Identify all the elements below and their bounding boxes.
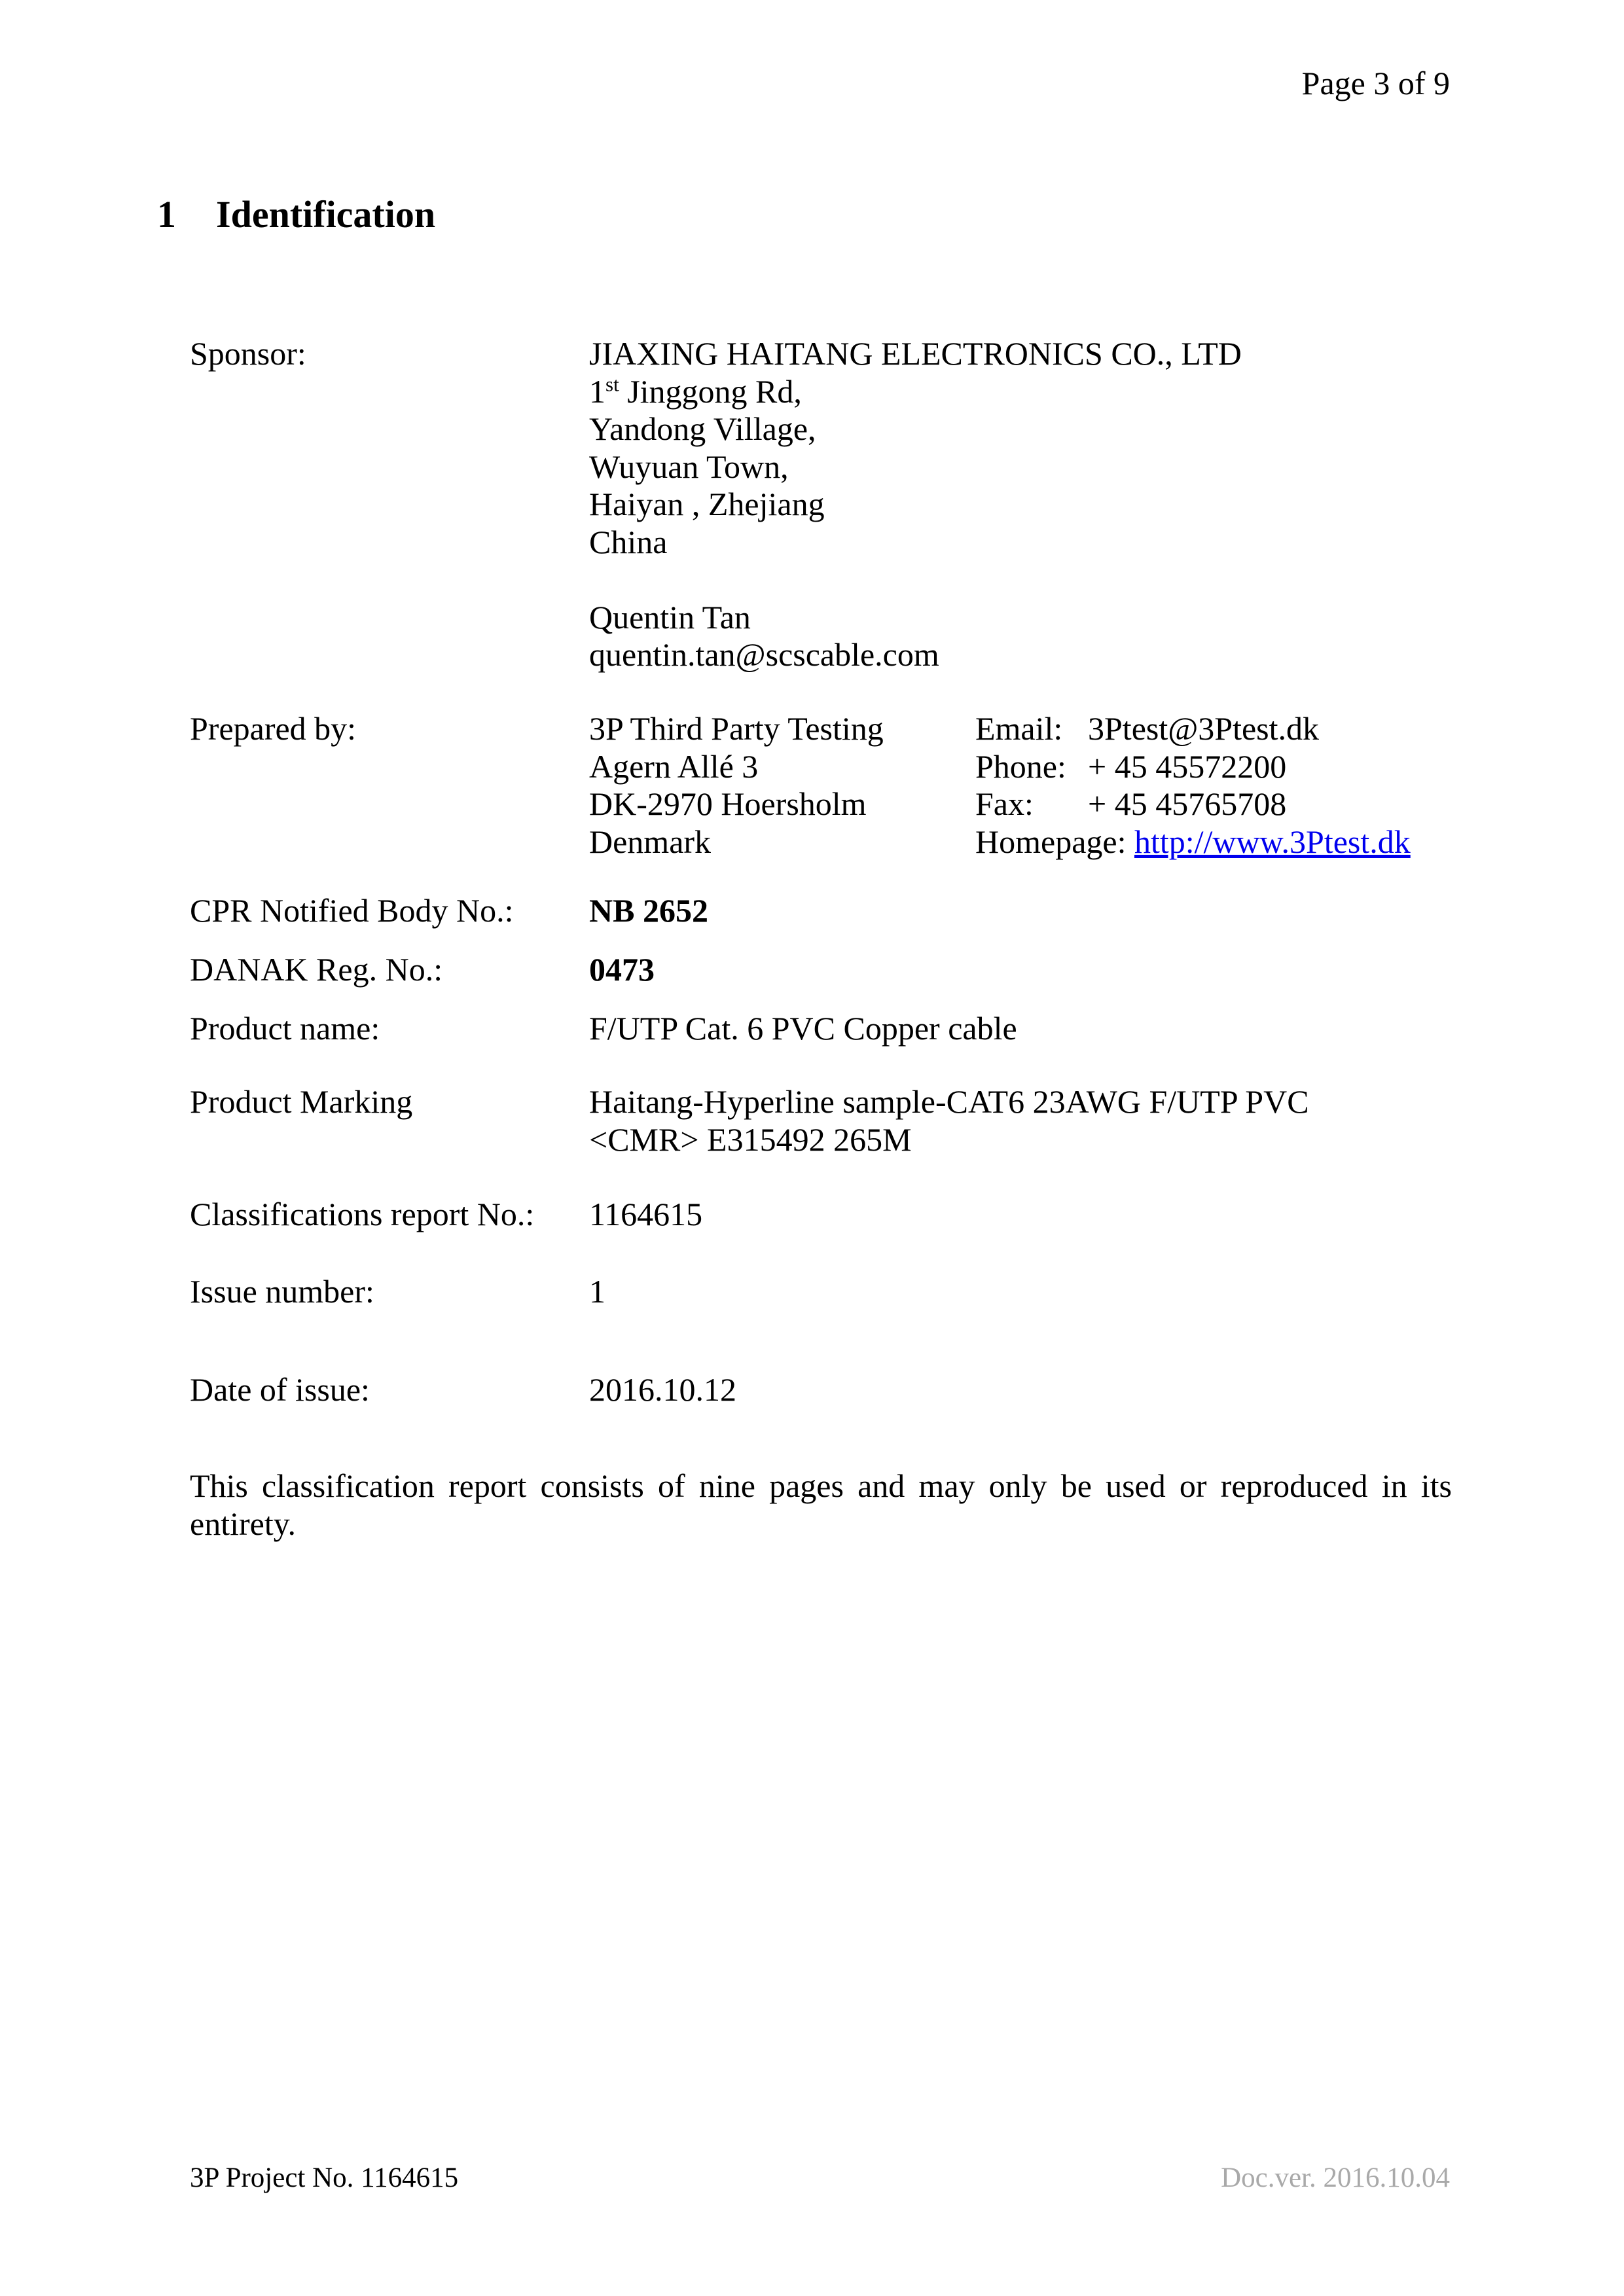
prepared-by-label: Prepared by: [190, 710, 357, 747]
ordinal-superscript: st [605, 372, 619, 395]
paragraph-line: This classification report consists of nine pages and may only be used or reproduced in its [190, 1467, 1452, 1504]
field-label: CPR Notified Body No.: [190, 892, 514, 929]
prepared-by-org [589, 710, 884, 861]
field-value [589, 1083, 1309, 1158]
sponsor-address-line: Wuyuan Town, [589, 448, 789, 485]
org-line: Denmark [589, 823, 712, 860]
contact-phone-line: Phone: + 45 45572200 [975, 747, 1287, 785]
section-number: 1 [157, 193, 176, 236]
field-value: 0473 [589, 951, 655, 988]
closing-paragraph [190, 1467, 1452, 1543]
homepage-link[interactable]: http://www.3Ptest.dk [1134, 823, 1411, 860]
sponsor-contact-name: Quentin Tan [589, 598, 751, 636]
sponsor-contact-email: quentin.tan@scscable.com [589, 636, 939, 673]
sponsor-company: JIAXING HAITANG ELECTRONICS CO., LTD [589, 335, 1242, 372]
marking-line: Haitang-Hyperline sample-CAT6 23AWG F/UTP PVC [589, 1083, 1309, 1120]
field-value: NB 2652 [589, 892, 708, 929]
paragraph-line: entirety. [190, 1505, 296, 1542]
contact-fax-line: Fax: + 45 45765708 [975, 785, 1287, 822]
marking-line: <CMR> E315492 265M [589, 1121, 912, 1158]
org-line: 3P Third Party Testing [589, 710, 884, 747]
footer-doc-version: Doc.ver. 2016.10.04 [1221, 2162, 1450, 2193]
field-label: Issue number: [190, 1273, 374, 1310]
sponsor-value [589, 335, 1242, 674]
page-number: Page 3 of 9 [1301, 65, 1450, 101]
footer-project-number: 3P Project No. 1164615 [190, 2162, 459, 2193]
sponsor-address-line: 1st Jinggong Rd, [589, 372, 802, 410]
field-value: 2016.10.12 [589, 1371, 736, 1408]
field-value: 1 [589, 1273, 605, 1310]
field-label: Classifications report No.: [190, 1196, 535, 1232]
sponsor-address-line: Yandong Village, [589, 410, 816, 447]
sponsor-label: Sponsor: [190, 335, 306, 372]
org-line: Agern Allé 3 [589, 747, 759, 785]
field-label: DANAK Reg. No.: [190, 951, 443, 988]
field-label: Date of issue: [190, 1371, 370, 1408]
field-label: Product Marking [190, 1083, 413, 1120]
org-line: DK-2970 Hoersholm [589, 785, 867, 822]
prepared-by-contact [975, 710, 1411, 861]
contact-email-line: Email: 3Ptest@3Ptest.dk [975, 710, 1320, 747]
section-title: Identification [216, 193, 436, 236]
sponsor-address-line: China [589, 523, 668, 560]
field-value: 1164615 [589, 1196, 703, 1232]
spacer-line [589, 561, 1242, 599]
section-heading [157, 192, 435, 236]
sponsor-address-line: Haiyan , Zhejiang [589, 486, 825, 522]
field-value: F/UTP Cat. 6 PVC Copper cable [589, 1010, 1017, 1047]
field-label: Product name: [190, 1010, 380, 1047]
contact-homepage-line: Homepage: http://www.3Ptest.dk [975, 823, 1411, 860]
